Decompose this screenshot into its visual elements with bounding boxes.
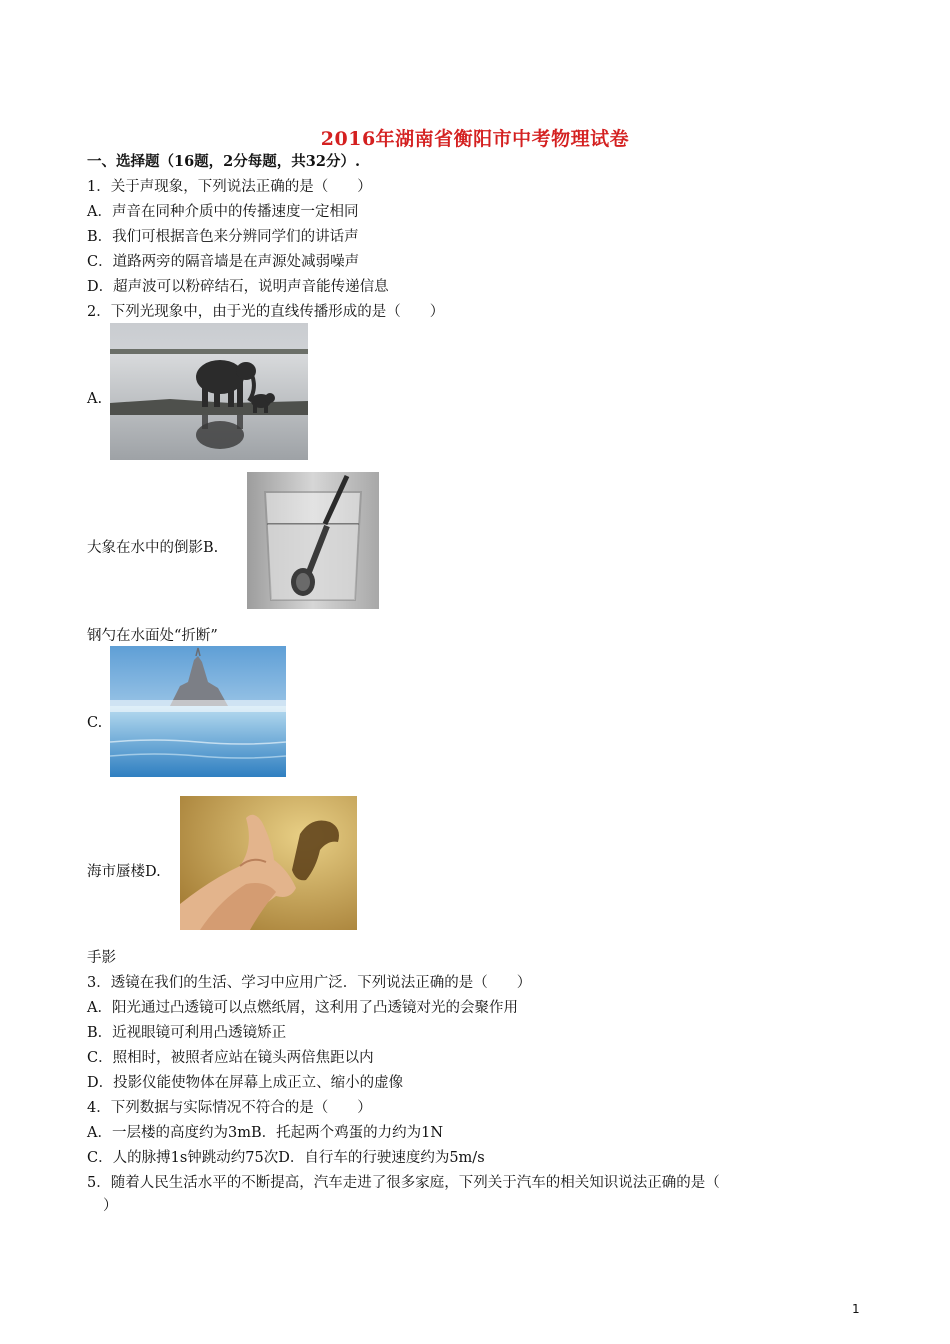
hand-shadow-image — [180, 796, 357, 930]
question-1-stem: 1．关于声现象，下列说法正确的是（ ） — [87, 179, 372, 195]
question-2-option-d-label: 海市蜃楼D. — [87, 864, 161, 880]
question-4-options-cd: C．人的脉搏1s钟跳动约75次D．自行车的行驶速度约为5m/s — [87, 1150, 485, 1166]
mirage-island-image — [110, 646, 286, 777]
question-2-option-b-label: 大象在水中的倒影B. — [87, 540, 219, 556]
page-title: 2016年湖南省衡阳市中考物理试卷 — [320, 128, 630, 150]
question-1-option-b: B．我们可根据音色来分辨同学们的讲话声 — [87, 229, 359, 245]
question-3-option-b: B．近视眼镜可利用凸透镜矫正 — [87, 1025, 287, 1041]
section-heading: 一、选择题（16题，2分每题，共32分）. — [87, 153, 360, 170]
question-3-option-c: C．照相时，被照者应站在镜头两倍焦距以内 — [87, 1050, 374, 1066]
question-4-options-ab: A．一层楼的高度约为3mB．托起两个鸡蛋的力约为1N — [87, 1125, 444, 1141]
question-1-option-a: A．声音在同种介质中的传播速度一定相同 — [87, 204, 359, 220]
question-3-option-a: A．阳光通过凸透镜可以点燃纸屑，这利用了凸透镜对光的会聚作用 — [87, 1000, 518, 1016]
question-2-option-d-caption: 手影 — [87, 950, 116, 966]
question-2-option-c-label: C. — [87, 715, 103, 731]
question-5-stem-continued: ） — [103, 1198, 118, 1214]
question-2-option-c-caption: 钢勺在水面处“折断” — [87, 628, 218, 644]
question-3-stem: 3．透镜在我们的生活、学习中应用广泛．下列说法正确的是（ ） — [87, 975, 532, 991]
question-5-stem: 5．随着人民生活水平的不断提高，汽车走进了很多家庭，下列关于汽车的相关知识说法正确的是（ — [87, 1175, 720, 1191]
question-3-option-d: D．投影仪能使物体在屏幕上成正立、缩小的虚像 — [87, 1075, 404, 1091]
elephant-reflection-image — [110, 323, 308, 460]
spoon-in-glass-image — [247, 472, 379, 609]
question-2-option-a-label: A. — [87, 391, 103, 407]
question-2-stem: 2．下列光现象中，由于光的直线传播形成的是（ ） — [87, 304, 445, 320]
page-number: 1 — [852, 1302, 860, 1316]
question-1-option-d: D．超声波可以粉碎结石，说明声音能传递信息 — [87, 279, 389, 295]
question-4-stem: 4．下列数据与实际情况不符合的是（ ） — [87, 1100, 372, 1116]
question-1-option-c: C．道路两旁的隔音墙是在声源处减弱噪声 — [87, 254, 360, 270]
